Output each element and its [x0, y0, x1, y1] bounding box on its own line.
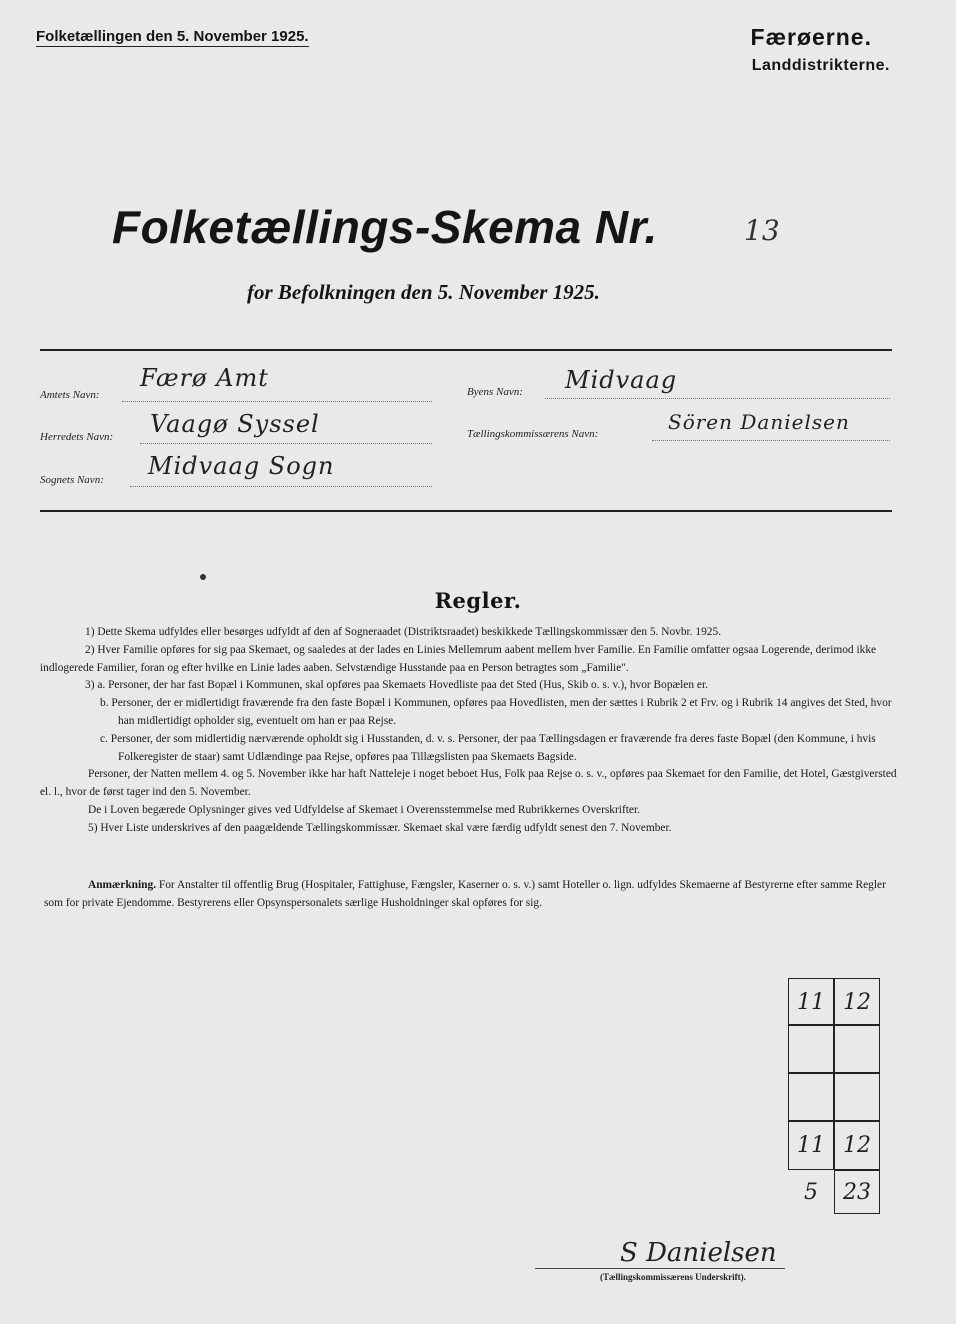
- by-label: Byens Navn:: [467, 386, 523, 398]
- tally-r4c1: 11: [788, 1120, 834, 1170]
- herred-value: Vaagø Syssel: [150, 410, 320, 438]
- tally-r2c2: [834, 1024, 880, 1074]
- district-header: Landdistrikterne.: [751, 57, 890, 74]
- remark: [44, 876, 900, 912]
- kommissaer-label: Tællingskommissærens Navn:: [467, 428, 599, 440]
- ink-dot: [200, 574, 206, 580]
- rule-3b: b. Personer, der er midlertidigt fraværende fra den faste Bopæl i Kommunen, opføres paa Hovedlisten, men der sættes i Rubrik 2 et Frv. og i Rubrik 14 angives det Sted, hvor han midlertidigt opholder sig, eventuelt om han er paa Rejse.: [100, 697, 892, 727]
- sogn-label: Sognets Navn:: [40, 474, 104, 486]
- rule-2: 2) Hver Familie opføres for sig paa Skemaet, og saaledes at der lades en Linies Mellemrum aabent mellem hver Familie. En Familie omfatter ogsaa Logerende, derimod ikke indlogerede Familier, foran og efter hvilke en Linie lades aaben. Selvstændige Husstande paa en Person betragtes som „Familie".: [40, 643, 877, 674]
- tally-r1c2: 12: [834, 978, 880, 1026]
- census-date-header: Folketællingen den 5. November 1925.: [36, 28, 309, 45]
- rule-3c: c. Personer, der som midlertidig nærværende opholdt sig i Husstanden, d. v. s. Personer, der paa Tællingsdagen er fraværende fra deres faste Bopæl (den Kommune, i hvis Folkeregister de staar) samt Udlændinge paa Rejse, opføres paa Tillægslisten paa Skemaets Bagside.: [100, 732, 876, 763]
- sogn-underline: [130, 486, 432, 487]
- form-title: Folketællings-Skema Nr.: [112, 201, 658, 253]
- kommissaer-value: Sören Danielsen: [668, 410, 850, 434]
- kommissaer-underline: [652, 440, 890, 441]
- sogn-value: Midvaag Sogn: [148, 452, 335, 480]
- remark-label: Anmærkning.: [88, 879, 157, 891]
- rules-heading: Regler.: [434, 588, 522, 613]
- amt-label: Amtets Navn:: [40, 389, 100, 401]
- tally-r5c2: 23: [834, 1170, 880, 1214]
- by-value: Midvaag: [565, 366, 678, 394]
- tally-r3c2: [834, 1072, 880, 1122]
- rule-1: 1) Dette Skema udfyldes eller besørges udfyldt af den af Sogneraadet (Distriktsraadet) beskikkede Tællingskommissær den 5. Novbr. 1925.: [85, 626, 722, 638]
- tally-r1c1: 11: [788, 978, 834, 1026]
- rule-3d: Personer, der Natten mellem 4. og 5. November ikke har haft Natteleje i noget beboet Hus, Folk paa Rejse o. s. v., opføres paa Skemaet for den Familie, det Hotel, Gæstgiversted el. l., hvor de først tager ind den 5. November.: [40, 768, 897, 799]
- amt-underline: [122, 401, 432, 402]
- rule-3a: 3) a. Personer, der har fast Bopæl i Kommunen, skal opføres paa Skemaets Hovedliste paa det Sted (Hus, Skib o. s. v.), hvor Bopælen er.: [85, 679, 708, 692]
- by-underline: [545, 398, 890, 399]
- top-divider: [40, 349, 892, 351]
- tally-r4c2: 12: [834, 1120, 880, 1170]
- form-subtitle: for Befolkningen den 5. November 1925.: [247, 280, 600, 304]
- herred-label: Herredets Navn:: [40, 431, 114, 443]
- tally-r3c1: [788, 1072, 834, 1122]
- bottom-divider: [40, 510, 892, 512]
- rule-4: De i Loven begærede Oplysninger gives ved Udfyldelse af Skemaet i Overensstemmelse med Rubrikkernes Overskrifter.: [88, 803, 640, 816]
- rules-body: [40, 624, 898, 838]
- herred-underline: [140, 443, 432, 444]
- rule-5: 5) Hver Liste underskrives af den paagældende Tællingskommissær. Skemaet skal være færdig udfyldt senest den 7. November.: [88, 821, 672, 834]
- signature-line: [535, 1268, 785, 1269]
- commissioner-signature: S Danielsen: [620, 1238, 777, 1268]
- tally-r2c1: [788, 1024, 834, 1074]
- tally-r5c1: 5: [804, 1179, 818, 1205]
- form-number: 13: [744, 214, 780, 247]
- signature-label: (Tællingskommissærens Underskrift).: [600, 1272, 746, 1282]
- region-header: Færøerne.: [750, 24, 872, 50]
- amt-value: Færø Amt: [140, 364, 269, 392]
- remark-text: For Anstalter til offentlig Brug (Hospitaler, Fattighuse, Fængsler, Kaserner o. s. v.) samt Hoteller o. lign. udfyldes Skemaerne af Bestyrerne efter samme Regler som for private Ejendomme. Bestyrerens eller Opsynspersonalets særlige Husholdninger skal opføres for sig.: [44, 879, 886, 909]
